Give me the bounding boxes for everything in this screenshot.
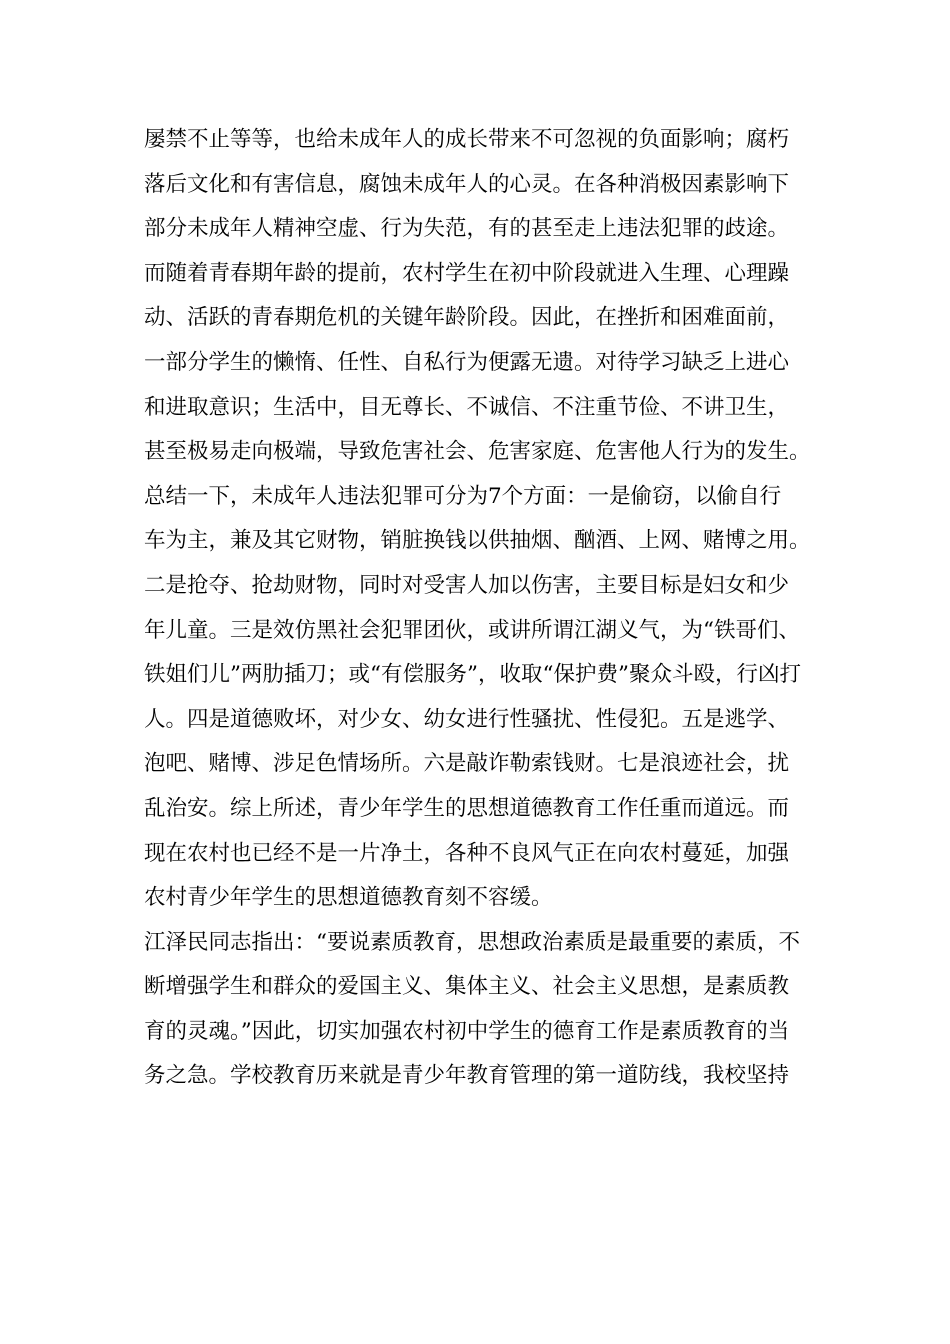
text-line: 和进取意识；生活中，目无尊长、不诚信、不注重节俭、不讲卫生，	[144, 394, 790, 420]
text-line: 甚至极易走向极端，导致危害社会、危害家庭、危害他人行为的发生。	[144, 439, 811, 465]
text-line: 泡吧、赌博、涉足色情场所。六是敲诈勒索钱财。七是浪迹社会，扰	[144, 751, 790, 777]
text-line: 铁姐们儿”两肋插刀；或“有偿服务”，收取“保护费”聚众斗殴，行凶打	[144, 662, 801, 688]
text-line: 动、活跃的青春期危机的关键年龄阶段。因此，在挫折和困难面前，	[144, 305, 790, 331]
text-line: 年儿童。三是效仿黑社会犯罪团伙，或讲所谓江湖义气，为“铁哥们、	[144, 617, 800, 643]
text-line: 断增强学生和群众的爱国主义、集体主义、社会主义思想，是素质教	[144, 974, 790, 1000]
text-line: 乱治安。综上所述，青少年学生的思想道德教育工作任重而道远。而	[144, 795, 790, 821]
text-line: 农村青少年学生的思想道德教育刻不容缓。	[144, 885, 553, 911]
text-line: 部分未成年人精神空虚、行为失范，有的甚至走上违法犯罪的歧途。	[144, 216, 790, 242]
text-line: 江泽民同志指出：“要说素质教育，思想政治素质是最重要的素质，不	[144, 929, 800, 955]
text-line: 二是抢夺、抢劫财物，同时对受害人加以伤害，主要目标是妇女和少	[144, 572, 790, 598]
text-line: 落后文化和有害信息，腐蚀未成年人的心灵。在各种消极因素影响下	[144, 171, 790, 197]
text-line: 总结一下，未成年人违法犯罪可分为7个方面：一是偷窃，以偷自行	[144, 483, 782, 509]
text-line: 现在农村也已经不是一片净土，各种不良风气正在向农村蔓延，加强	[144, 840, 790, 866]
text-line: 而随着青春期年龄的提前，农村学生在初中阶段就进入生理、心理躁	[144, 260, 790, 286]
text-line: 务之急。学校教育历来就是青少年教育管理的第一道防线，我校坚持	[144, 1063, 790, 1089]
text-line: 人。四是道德败坏，对少女、幼女进行性骚扰、性侵犯。五是逃学、	[144, 706, 790, 732]
text-line: 育的灵魂。”因此，切实加强农村初中学生的德育工作是素质教育的当	[144, 1018, 790, 1044]
body-text	[144, 118, 828, 1099]
text-line: 车为主，兼及其它财物，销脏换钱以供抽烟、酗酒、上网、赌博之用。	[144, 528, 811, 554]
text-line: 一部分学生的懒惰、任性、自私行为便露无遗。对待学习缺乏上进心	[144, 349, 790, 375]
text-line: 屡禁不止等等，也给未成年人的成长带来不可忽视的负面影响；腐朽	[144, 127, 790, 152]
